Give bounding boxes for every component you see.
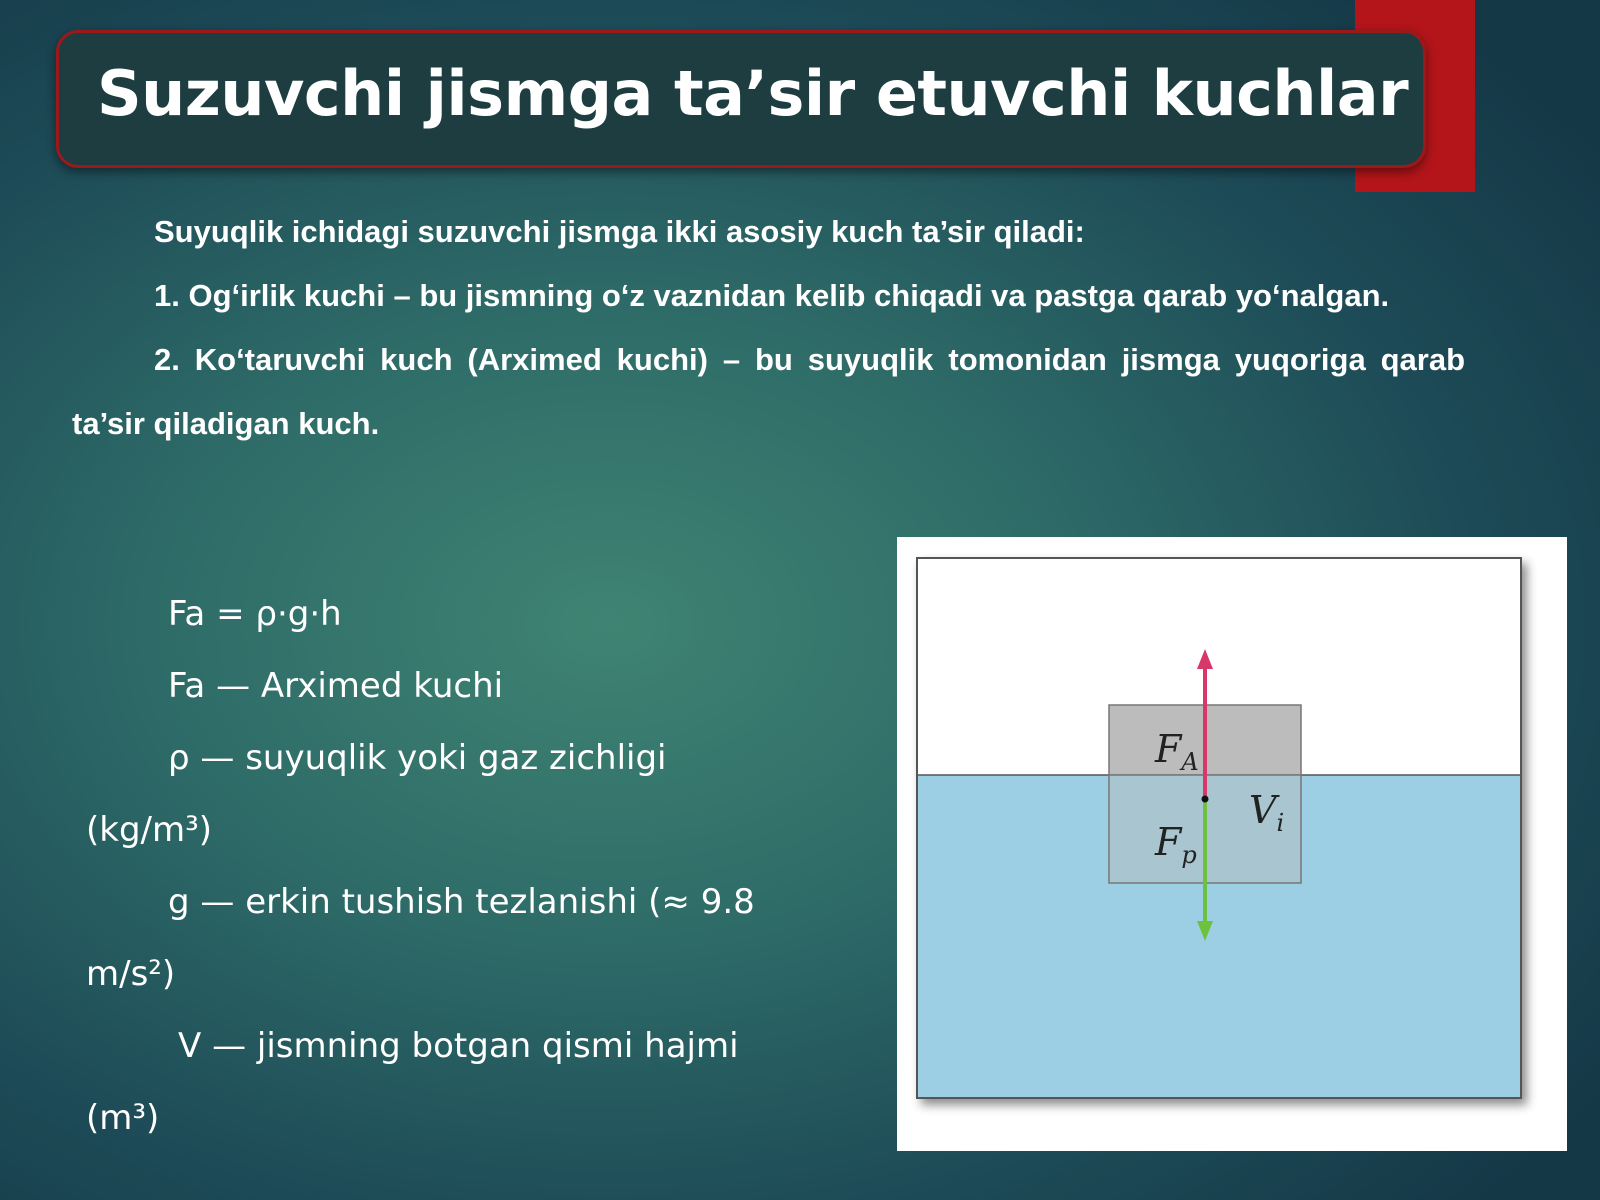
- intro-text: [72, 200, 1465, 456]
- definition-v-unit: (m³): [86, 1098, 160, 1138]
- intro-item-weight: 1. Og‘irlik kuchi – bu jismning o‘z vaznidan kelib chiqadi va pastga qarab yo‘nalgan.: [154, 278, 1390, 313]
- definition-v: V — jismning botgan qismi hajmi: [178, 1026, 739, 1066]
- intro-item-buoyancy: 2. Ko‘taruvchi kuch (Arximed kuchi) – bu suyuqlik tomonidan jismga yuqoriga qarab ta’sir qiladigan kuch.: [72, 342, 1465, 441]
- buoyancy-figure: [897, 537, 1567, 1151]
- label-v: $V_i$: [1249, 788, 1285, 837]
- definition-g-unit: m/s²): [86, 954, 176, 994]
- definition-fa: Fa — Arximed kuchi: [168, 666, 504, 706]
- formula-equation: Fa = ρ·g·h: [168, 594, 342, 634]
- formula-block: [86, 578, 866, 1154]
- definition-g: g — erkin tushish tezlanishi (≈ 9.8: [168, 882, 755, 922]
- definition-rho-unit: (kg/m³): [86, 810, 213, 850]
- buoyancy-diagram: [897, 537, 1567, 1151]
- center-point: [1202, 796, 1209, 803]
- slide-title: Suzuvchi jismga ta’sir etuvchi kuchlar: [97, 57, 1409, 130]
- label-fa: $F_A$: [1155, 727, 1199, 776]
- intro-lead: Suyuqlik ichidagi suzuvchi jismga ikki asosiy kuch ta’sir qiladi:: [154, 214, 1085, 249]
- definition-rho: ρ — suyuqlik yoki gaz zichligi: [168, 738, 667, 778]
- title-box: [56, 30, 1426, 168]
- label-fp: $F_p$: [1155, 820, 1197, 869]
